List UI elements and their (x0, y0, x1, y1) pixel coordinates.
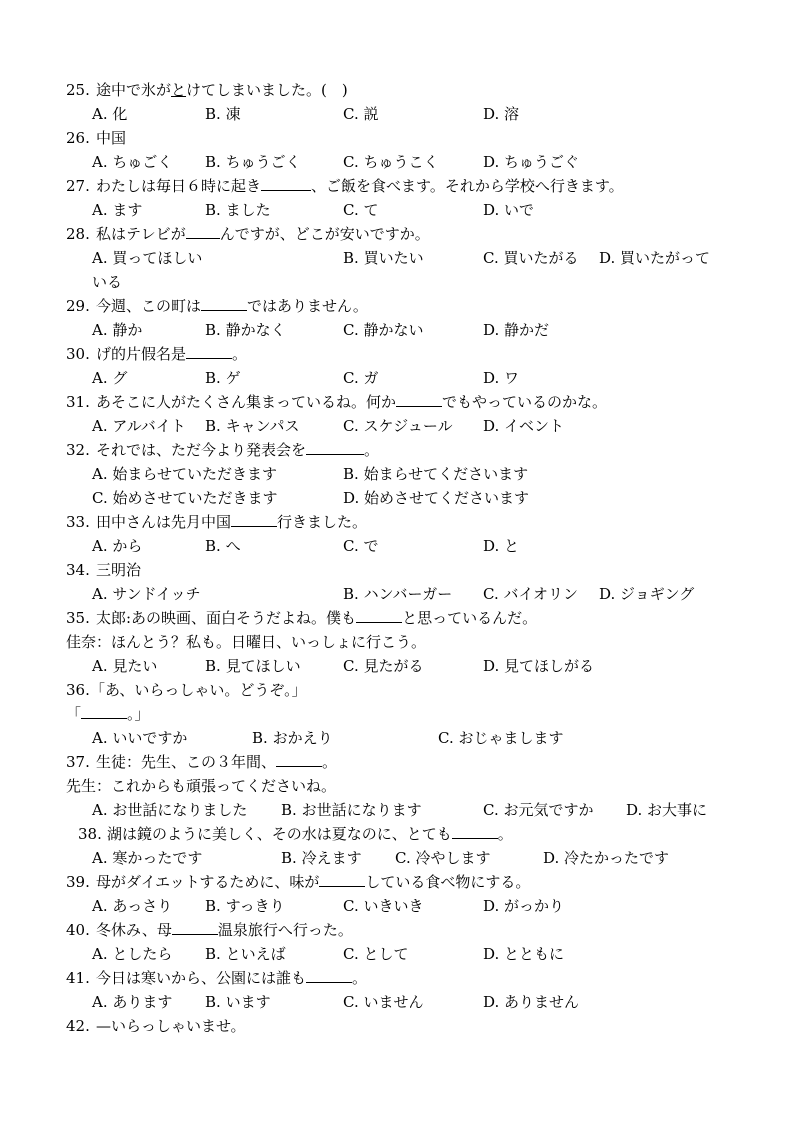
question-text: 湖は鏡のように美しく、その水は夏なのに、とても 。 (107, 825, 513, 843)
choice-d[interactable]: D. 静かだ (483, 321, 550, 339)
question-text: 冬休み、母 温泉旅行へ行った。 (96, 921, 353, 939)
question-number: 34. (66, 561, 90, 579)
choice-b[interactable]: B. 買いたい (343, 249, 424, 267)
choice-b[interactable]: B. キャンパス (205, 417, 300, 435)
choice-d[interactable]: D. イベント (483, 417, 565, 435)
choice-b[interactable]: B. 冷えます (281, 849, 362, 867)
choice-d[interactable]: D. ちゅうごぐ (483, 153, 580, 171)
choice-d[interactable]: D. ワ (483, 369, 520, 387)
question-text: 今日は寒いから、公園には誰も 。 (96, 969, 368, 987)
choice-b[interactable]: B. ゲ (205, 369, 241, 387)
choice-c[interactable]: C. 始めさせていただきます (92, 489, 278, 507)
question-number: 41. (66, 969, 90, 987)
choice-c[interactable]: C. ちゅうこく (343, 153, 439, 171)
question-number: 36. (66, 681, 90, 699)
question-number: 31. (66, 393, 90, 411)
choice-c[interactable]: C. として (343, 945, 409, 963)
choice-d[interactable]: D. お大事に (626, 801, 708, 819)
answer-blank[interactable] (319, 871, 365, 887)
choice-d[interactable]: D. ありません (483, 993, 580, 1011)
question-number: 32. (66, 441, 90, 459)
choice-d[interactable]: D. いで (483, 201, 535, 219)
question-text: 途中で氷がとけてしまいました。( ) (96, 81, 348, 99)
choice-d[interactable]: D. とともに (483, 945, 565, 963)
choice-a[interactable]: A. お世話になりました (92, 801, 248, 819)
choice-b[interactable]: B. ちゅうごく (205, 153, 301, 171)
choice-b[interactable]: B. といえば (205, 945, 286, 963)
choice-c[interactable]: C. ガ (343, 369, 379, 387)
choice-b[interactable]: B. 凍 (205, 105, 241, 123)
question-number: 37. (66, 753, 90, 771)
answer-blank[interactable] (306, 439, 364, 455)
choice-b[interactable]: B. おかえり (252, 729, 333, 747)
answer-blank[interactable] (201, 295, 247, 311)
choice-c[interactable]: C. おじゃまします (438, 729, 564, 747)
choice-a[interactable]: A. としたら (92, 945, 173, 963)
choice-a[interactable]: A. 静か (92, 321, 143, 339)
choice-d[interactable]: D. 冷たかったです (543, 849, 670, 867)
choice-b[interactable]: B. すっきり (205, 897, 285, 915)
choice-d[interactable]: D. がっかり (483, 897, 565, 915)
answer-blank[interactable] (81, 703, 127, 719)
choice-d[interactable]: D. 始めさせてくださいます (343, 489, 530, 507)
question-number: 26. (66, 129, 90, 147)
question-text: げ的片假名是 。 (96, 345, 248, 363)
choice-a[interactable]: A. いいですか (92, 729, 188, 747)
choice-d[interactable]: D. 買いたがって (599, 249, 711, 267)
answer-blank[interactable] (186, 223, 220, 239)
question-text: 「あ、いらっしゃい。どうぞ。」 (90, 681, 307, 699)
question-text: 生徒：先生、この３年間、 。 (96, 753, 338, 771)
question-number: 29. (66, 297, 90, 315)
choice-a[interactable]: A. 買ってほしい (92, 249, 203, 267)
question-number: 28. (66, 225, 90, 243)
choice-a[interactable]: A. 始まらせていただきます (92, 465, 277, 483)
question-number: 40. (66, 921, 90, 939)
question-number: 33. (66, 513, 90, 531)
choice-a[interactable]: A. から (92, 537, 143, 555)
answer-blank[interactable] (452, 823, 498, 839)
choice-c[interactable]: C. 買いたがる (483, 249, 579, 267)
question-text: それでは、ただ今より発表会を 。 (96, 441, 380, 459)
choice-b[interactable]: B. へ (205, 537, 241, 555)
choice-c[interactable]: C. 見たがる (343, 657, 424, 675)
question-text: 今週、この町は ではありません。 (96, 297, 368, 315)
question-text: 私はテレビが んですが、どこが安いですか。 (96, 225, 430, 243)
choice-d[interactable]: D. 見てほしがる (483, 657, 595, 675)
choice-a[interactable]: A. 化 (92, 105, 128, 123)
choice-a[interactable]: A. あっさり (92, 897, 173, 915)
question-text: 母がダイエットするために、味が している食べ物にする。 (96, 873, 531, 891)
choice-c[interactable]: C. スケジュール (343, 417, 453, 435)
choice-c[interactable]: C. 静かない (343, 321, 424, 339)
choice-b[interactable]: B. お世話になります (281, 801, 422, 819)
choice-a[interactable]: A. あります (92, 993, 173, 1011)
choice-c[interactable]: C. お元気ですか (483, 801, 594, 819)
choice-c[interactable]: C. バイオリン (483, 585, 579, 603)
question-number: 42. (66, 1017, 90, 1035)
choice-c[interactable]: C. で (343, 537, 379, 555)
choice-b[interactable]: B. います (205, 993, 271, 1011)
choice-a[interactable]: A. 見たい (92, 657, 158, 675)
question-text: 中国 (96, 129, 127, 147)
question-text: 太郎:あの映画、面白そうだよね。僕も と思っているんだ。 (96, 609, 538, 627)
choice-a[interactable]: A. サンドイッチ (92, 585, 201, 603)
answer-blank[interactable] (276, 751, 322, 767)
choice-c[interactable]: C. て (343, 201, 379, 219)
question-text: —いらっしゃいませ。 (96, 1017, 246, 1035)
answer-blank[interactable] (261, 175, 311, 191)
choice-b[interactable]: B. 静かなく (205, 321, 286, 339)
choice-b[interactable]: B. ました (205, 201, 271, 219)
choice-b[interactable]: B. ハンバーガー (343, 585, 453, 603)
choice-a[interactable]: A. ます (92, 201, 143, 219)
choice-c[interactable]: C. 説 (343, 105, 379, 123)
choice-d[interactable]: D. 溶 (483, 105, 520, 123)
question-number: 25. (66, 81, 90, 99)
choice-c[interactable]: C. 冷やします (395, 849, 491, 867)
underlined-kana: と (171, 81, 187, 99)
question-text: わたしは毎日６時に起き 、ご飯を食べます。それから学校へ行きます。 (96, 177, 624, 195)
question-number: 35. (66, 609, 90, 627)
question-number: 38. (78, 825, 102, 843)
question-text: 田中さんは先月中国 行きました。 (96, 513, 368, 531)
choice-a[interactable]: A. ちゅごく (92, 153, 173, 171)
choice-d[interactable]: D. ジョギング (599, 585, 695, 603)
choice-a[interactable]: A. アルバイト (92, 417, 186, 435)
choice-b[interactable]: B. 見てほしい (205, 657, 301, 675)
choice-c[interactable]: C. いきいき (343, 897, 424, 915)
answer-blank[interactable] (231, 511, 277, 527)
question-number: 30. (66, 345, 90, 363)
answer-blank[interactable] (172, 919, 218, 935)
question-text: あそこに人がたくさん集まっているね。何か でもやっているのかな。 (96, 393, 608, 411)
choice-c[interactable]: C. いません (343, 993, 424, 1011)
choice-d[interactable]: D. と (483, 537, 520, 555)
choice-a[interactable]: A. グ (92, 369, 128, 387)
answer-blank[interactable] (356, 607, 402, 623)
question-number: 27. (66, 177, 90, 195)
answer-blank[interactable] (396, 391, 442, 407)
question-text: 三明治 (96, 561, 142, 579)
exam-page: 25. 途中で氷がとけてしまいました。( ) A. 化 B. 凍 C. 説 D. 溶 26. 中国 A. ちゅごく B. ちゅうごく C. ちゅうこく D. ちゅうごぐ 27. わたしは毎日６時に起き 、ご飯を食べます。それから学校へ行きます。 A. ます B. ました C. て D. いで 28. 私はテレビが んですが、どこが安いですか。 A. 買ってほしい B. 買いたい C. 買いたがる D. 買いたがって いる 29. 今週、この町は ではありません。 A. 静か B. 静かなく C. 静かない D. 静かだ 30. げ的片假名是 。 A. グ B. ゲ C. ガ D. ワ 31. あそこに人がたくさん集まっているね。何か でもやっているのかな。 A. アルバイト B. キャンパス C. スケジュール D. イベント 32. それでは、ただ今より発表会を 。 A. 始まらせていただきます B. 始まらせてくださいます C. 始めさせていただきます D. 始めさせてくださいます 33. 田中さんは先月中国 行きました。 A. から B. へ C. で D. と 34. 三明治 A. サンドイッチ B. ハンバーガー C. バイオリン D. ジョギング 35. 太郎:あの映画、面白そうだよね。僕も と思っているんだ。 佳奈：ほんとう？私も。日曜日、いっしょに行こう。 A. 見たい B. 見てほしい C. 見たがる D. 見てほしがる 36. 「あ、いらっしゃい。どうぞ。」 「 。」 A. いいですか B. おかえり C. おじゃまします 37. 生徒：先生、この３年間、 。 先生：これからも頑張ってくださいね。 A. お世話になりました B. お世話になります C. お元気ですか D. お大事に 38. 湖は鏡のように美しく、その水は夏なのに、とても 。 A. 寒かったです B. 冷えます C. 冷やします D. 冷たかったです 39. 母がダイエットするために、味が している食べ物にする。 A. あっさり B. すっきり C. いきいき D. がっかり 40. 冬休み、母 温泉旅行へ行った。 A. としたら B. といえば C. として D. とともに 41. 今日は寒いから、公園には誰も 。 A. あります B. います C. いません D. ありません 42. —いらっしゃいませ。 (0, 0, 794, 1123)
question-number: 39. (66, 873, 90, 891)
choice-b[interactable]: B. 始まらせてくださいます (343, 465, 529, 483)
answer-blank[interactable] (186, 343, 232, 359)
choice-a[interactable]: A. 寒かったです (92, 849, 203, 867)
answer-blank[interactable] (306, 967, 352, 983)
